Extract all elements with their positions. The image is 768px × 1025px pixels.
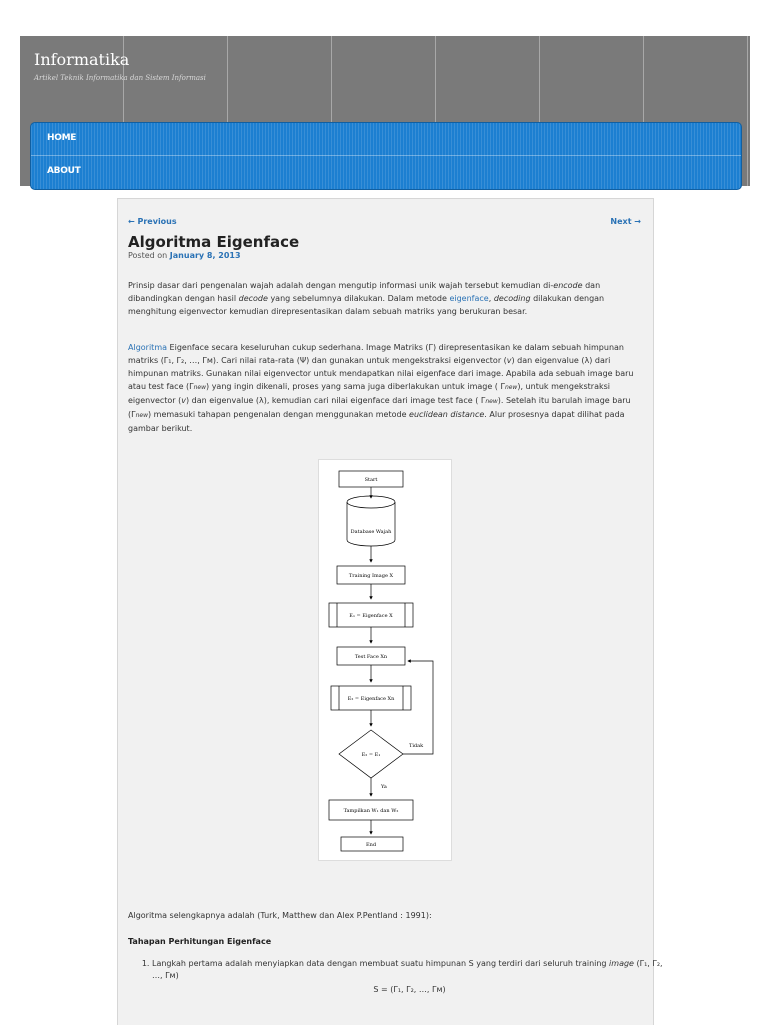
p1-em-decode: decode bbox=[238, 294, 268, 303]
flow-e2-label: E₂ = Eigenface Xn bbox=[347, 696, 395, 702]
p2-em-v: v bbox=[506, 356, 512, 365]
p2-em-euclidean: euclidean distance bbox=[409, 410, 485, 419]
p1-em-encode: encode bbox=[553, 281, 583, 290]
nav-about[interactable]: ABOUT bbox=[47, 166, 81, 176]
flow-training-label: Training Image X bbox=[348, 573, 394, 579]
nav-home[interactable]: HOME bbox=[47, 133, 77, 143]
step1-formula: S = (Γ₁, Γ₂, …, Γᴍ) bbox=[373, 985, 446, 994]
flow-db-label: Database Wajah bbox=[350, 529, 392, 535]
p1-text-e: yang sebelumnya dilakukan. Dalam metode bbox=[267, 294, 450, 303]
flow-loop-arrow bbox=[403, 661, 433, 754]
step1-text-c: (Γ₁, Γ₂, …, Γᴍ) bbox=[152, 959, 663, 980]
flow-e1-label: E₁ = Eigenface X bbox=[349, 613, 393, 619]
p2-sub-new: new bbox=[135, 412, 148, 419]
p2-text-c: ) yang ingin dikenali, proses yang sama juga diberlakukan untuk image ( Γ bbox=[206, 382, 505, 391]
flow-database-shape bbox=[347, 502, 395, 546]
flow-test-label: Test Face Xn bbox=[354, 654, 388, 660]
p1-text-c: dan dibandingkan dengan hasil bbox=[128, 281, 601, 303]
p1-em-decoding: decoding bbox=[493, 294, 531, 303]
next-link[interactable]: Next → bbox=[610, 217, 641, 226]
site-title[interactable]: Informatika bbox=[34, 50, 130, 69]
eigenface-link[interactable]: eigenface bbox=[449, 294, 489, 303]
paragraph-2 bbox=[128, 341, 643, 435]
site-description: Artikel Teknik Informatika dan Sistem Informasi bbox=[34, 74, 206, 82]
p1-text-i: dilakukan dengan menghitung eigenvector kemudian direpresentasikan dalam sebuah matriks yang berukuran besar. bbox=[128, 294, 605, 316]
flow-decision-label: E₂ = E₁ bbox=[361, 752, 381, 758]
p1-text-a: Prinsip dasar dari pengenalan wajah adalah dengan mengutip informasi unik wajah tersebut kemudian di- bbox=[128, 281, 554, 290]
flow-show-label: Tampilkan W₁ dan W₂ bbox=[343, 808, 399, 814]
p2-text-b: ) dan eigenvalue (λ) dari himpunan matriks. Gunakan nilai eigenvector untuk mendapatkan nilai eigenface dari image. Apabila ada sebuah image baru atau test face (Γ bbox=[128, 356, 634, 391]
step-item bbox=[152, 958, 667, 996]
flow-start-label: Start bbox=[364, 477, 378, 483]
p2-text-i: . Alur prosesnya dapat dilihat pada gambar berikut. bbox=[128, 410, 625, 433]
flowchart-svg bbox=[319, 460, 451, 860]
post-title: Algoritma Eigenface bbox=[128, 233, 300, 251]
step1-em-image: image bbox=[609, 959, 634, 968]
p2-sub-new: new bbox=[193, 384, 207, 391]
p2-sub-new: new bbox=[485, 398, 498, 405]
steps-list bbox=[128, 958, 667, 996]
post-content bbox=[117, 198, 663, 1025]
post-date-link[interactable]: January 8, 2013 bbox=[169, 251, 241, 260]
flow-no-label: Tidak bbox=[409, 743, 424, 749]
steps-heading: Tahapan Perhitungan Eigenface bbox=[128, 937, 272, 946]
previous-link[interactable]: ← Previous bbox=[128, 217, 177, 226]
p2-text-a: Eigenface secara keseluruhan cukup sederhana. Image Matriks (Γ) direpresentasikan ke dalam sebuah himpunan matriks (Γ₁, Γ₂, …, Γᴍ). Cari nilai rata-rata (Ψ) dan gunakan untuk mengekstraksi eigenvector ( bbox=[128, 343, 624, 365]
post-meta bbox=[128, 251, 241, 260]
p2-text-g: ) memasuki tahapan pengenalan dengan menggunakan metode bbox=[147, 410, 410, 419]
posted-prefix: Posted on bbox=[128, 251, 168, 260]
p2-em-v: v bbox=[181, 396, 186, 405]
main-nav bbox=[30, 122, 742, 190]
paragraph-1 bbox=[128, 279, 643, 318]
p2-text-f: ). Setelah itu barulah image baru (Γ bbox=[128, 396, 631, 419]
p2-text-e: ) dan eigenvalue (λ), kemudian cari nilai eigenface dari image test face ( Γ bbox=[186, 396, 486, 405]
p2-text-d: ), untuk mengekstraksi eigenvector ( bbox=[128, 382, 611, 405]
nav-divider bbox=[31, 155, 741, 156]
flowchart-figure bbox=[318, 459, 452, 861]
flow-end-label: End bbox=[365, 842, 377, 848]
p2-sub-new: new bbox=[504, 384, 518, 391]
step1-text-a: Langkah pertama adalah menyiapkan data dengan membuat suatu himpunan S yang terdiri dari seluruh training bbox=[152, 959, 610, 968]
algoritma-link[interactable]: Algoritma bbox=[128, 343, 168, 352]
paragraph-3: Algoritma selengkapnya adalah (Turk, Matthew dan Alex P.Pentland : 1991): bbox=[128, 911, 432, 920]
flow-yes-label: Ya bbox=[381, 784, 387, 790]
p1-text-g: , bbox=[488, 294, 494, 303]
